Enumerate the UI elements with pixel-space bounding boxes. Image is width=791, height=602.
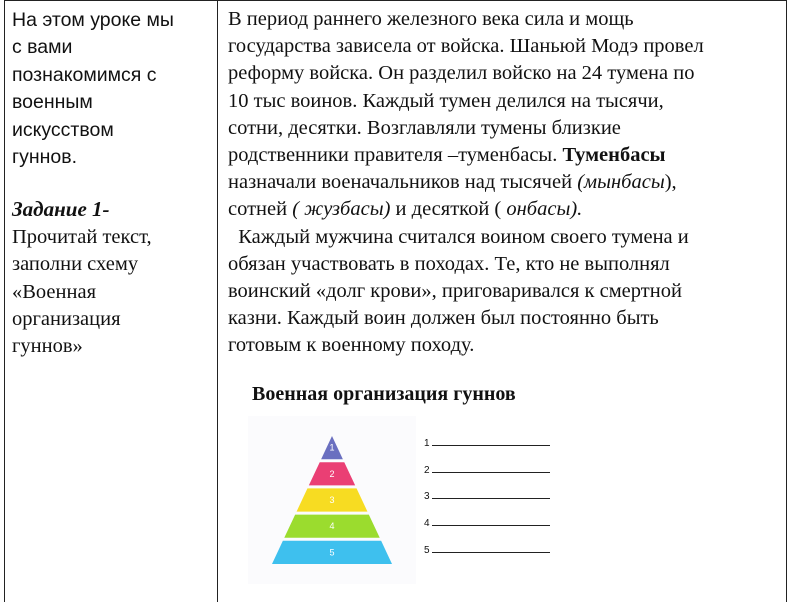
blank-line (432, 489, 550, 499)
blank-line (432, 543, 550, 553)
task-line: организация (12, 308, 121, 331)
pyramid-level-label: 2 (329, 468, 335, 479)
task-line: Прочитай текст, (12, 225, 152, 248)
pyramid-level-label: 1 (329, 442, 335, 453)
task-line: гуннов» (12, 335, 83, 358)
scheme-title: Военная организация гуннов (252, 383, 516, 405)
text-line (228, 196, 783, 223)
blank-line (432, 463, 550, 473)
text-line: воинский «долг крови», приговаривался к смертной (228, 280, 682, 303)
task-line: заполни схему (12, 253, 139, 276)
blank-number: 4 (424, 518, 430, 529)
answer-blank[interactable] (424, 436, 550, 450)
text-line: Каждый мужчина считался воином своего тумена и (228, 225, 689, 248)
text-line: 10 тыс воинов. Каждый тумен делился на тысячи, (228, 89, 664, 112)
text-line: готовым к военному походу. (228, 334, 475, 357)
pyramid-level-label: 3 (329, 495, 335, 505)
reading-text (228, 6, 783, 360)
intro-line: гуннов. (12, 146, 78, 169)
table-border-right (786, 0, 787, 602)
intro-line: На этом уроке мы (12, 9, 174, 31)
table-border-top (4, 0, 787, 1)
blank-line (432, 516, 550, 526)
term-zhuzbasy: ( жузбасы) (292, 198, 391, 221)
pyramid-level-label: 5 (329, 547, 335, 558)
pyramid-level-label: 4 (329, 521, 335, 532)
text-line: В период раннего железного века сила и мощь (228, 8, 634, 30)
text-fragment: родственники правителя –туменбасы. (228, 144, 558, 167)
text-fragment: назначали военачальников над тысячей (228, 171, 578, 194)
text-line: казни. Каждый воин должен был постоянно быть (228, 307, 659, 330)
intro-line: военным (12, 91, 93, 114)
text-fragment: сотней (228, 198, 293, 221)
answer-blank[interactable] (424, 516, 550, 530)
task-title: Задание 1- (12, 197, 110, 222)
text-line (228, 169, 783, 196)
text-line: сотни, десятки. Возглавляли тумены близкие (228, 116, 621, 139)
text-line: реформу войска. Он разделил войско на 24 тумена по (228, 62, 695, 85)
term-onbasy: онбасы). (506, 198, 583, 221)
intro-line: познакомимся с (12, 63, 157, 86)
text-fragment: ), (664, 171, 677, 194)
intro-line: с вами (12, 36, 73, 59)
text-line: обязан участвовать в походах. Те, кто не выполнял (228, 252, 670, 275)
pyramid-diagram (248, 416, 416, 584)
text-line: государства зависела от войска. Шаньюй Модэ провел (228, 35, 704, 58)
bold-term: Туменбасы (562, 144, 666, 167)
text-fragment: и десяткой ( (390, 198, 507, 221)
blank-line (432, 436, 550, 446)
task-line: «Военная (12, 280, 96, 303)
answer-blank[interactable] (424, 463, 550, 477)
blank-number: 1 (424, 438, 430, 449)
table-divider (217, 0, 218, 602)
intro-line: искусством (12, 118, 114, 141)
answer-blank[interactable] (424, 489, 550, 503)
term-mynbasy: (мынбасы (577, 171, 665, 194)
blank-number: 2 (424, 465, 430, 476)
blank-number: 5 (424, 545, 430, 556)
table-border-left (4, 0, 5, 602)
blank-number: 3 (424, 491, 430, 502)
answer-blank[interactable] (424, 543, 550, 557)
text-line (228, 142, 783, 169)
left-column (12, 7, 212, 361)
